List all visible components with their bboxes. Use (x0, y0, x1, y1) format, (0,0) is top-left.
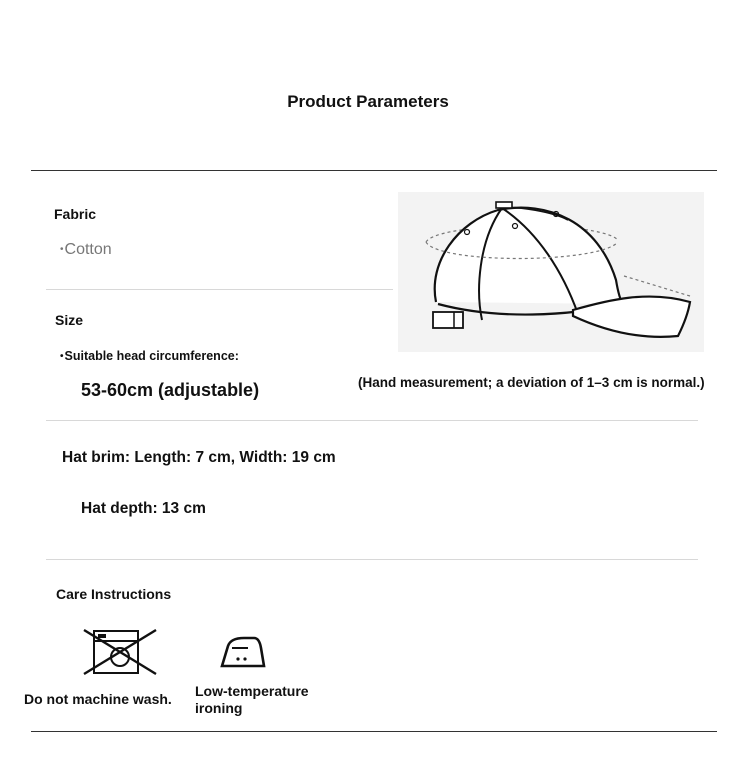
iron-label-line2: ironing (195, 700, 243, 716)
size-value: 53-60cm (adjustable) (81, 380, 260, 400)
fabric-value-text: Cotton (64, 241, 112, 258)
size-sub-label (60, 349, 239, 363)
size-label: Size (55, 312, 84, 328)
dimensions-divider (46, 559, 698, 560)
low-temperature-iron-label (195, 683, 309, 717)
bottom-divider (31, 731, 717, 732)
fabric-label: Fabric (54, 206, 97, 222)
measurement-note: (Hand measurement; a deviation of 1–3 cm is normal.) (358, 375, 705, 390)
fabric-divider (46, 289, 393, 290)
fabric-value (60, 241, 112, 259)
low-temperature-iron-icon (218, 634, 266, 670)
no-machine-wash-icon (82, 628, 158, 676)
page-title: Product Parameters (287, 92, 449, 111)
size-sub-label-text: Suitable head circumference: (64, 349, 239, 363)
top-divider (31, 170, 717, 171)
size-bullet: • (60, 351, 64, 363)
hat-diagram (398, 192, 704, 352)
iron-label-line1: Low-temperature (195, 683, 309, 699)
size-divider (46, 420, 698, 421)
care-title: Care Instructions (56, 586, 172, 602)
no-machine-wash-label: Do not machine wash. (24, 691, 172, 707)
hat-depth-dimension: Hat depth: 13 cm (81, 500, 206, 517)
hat-brim-dimensions: Hat brim: Length: 7 cm, Width: 19 cm (62, 449, 336, 466)
fabric-bullet: • (60, 244, 64, 256)
